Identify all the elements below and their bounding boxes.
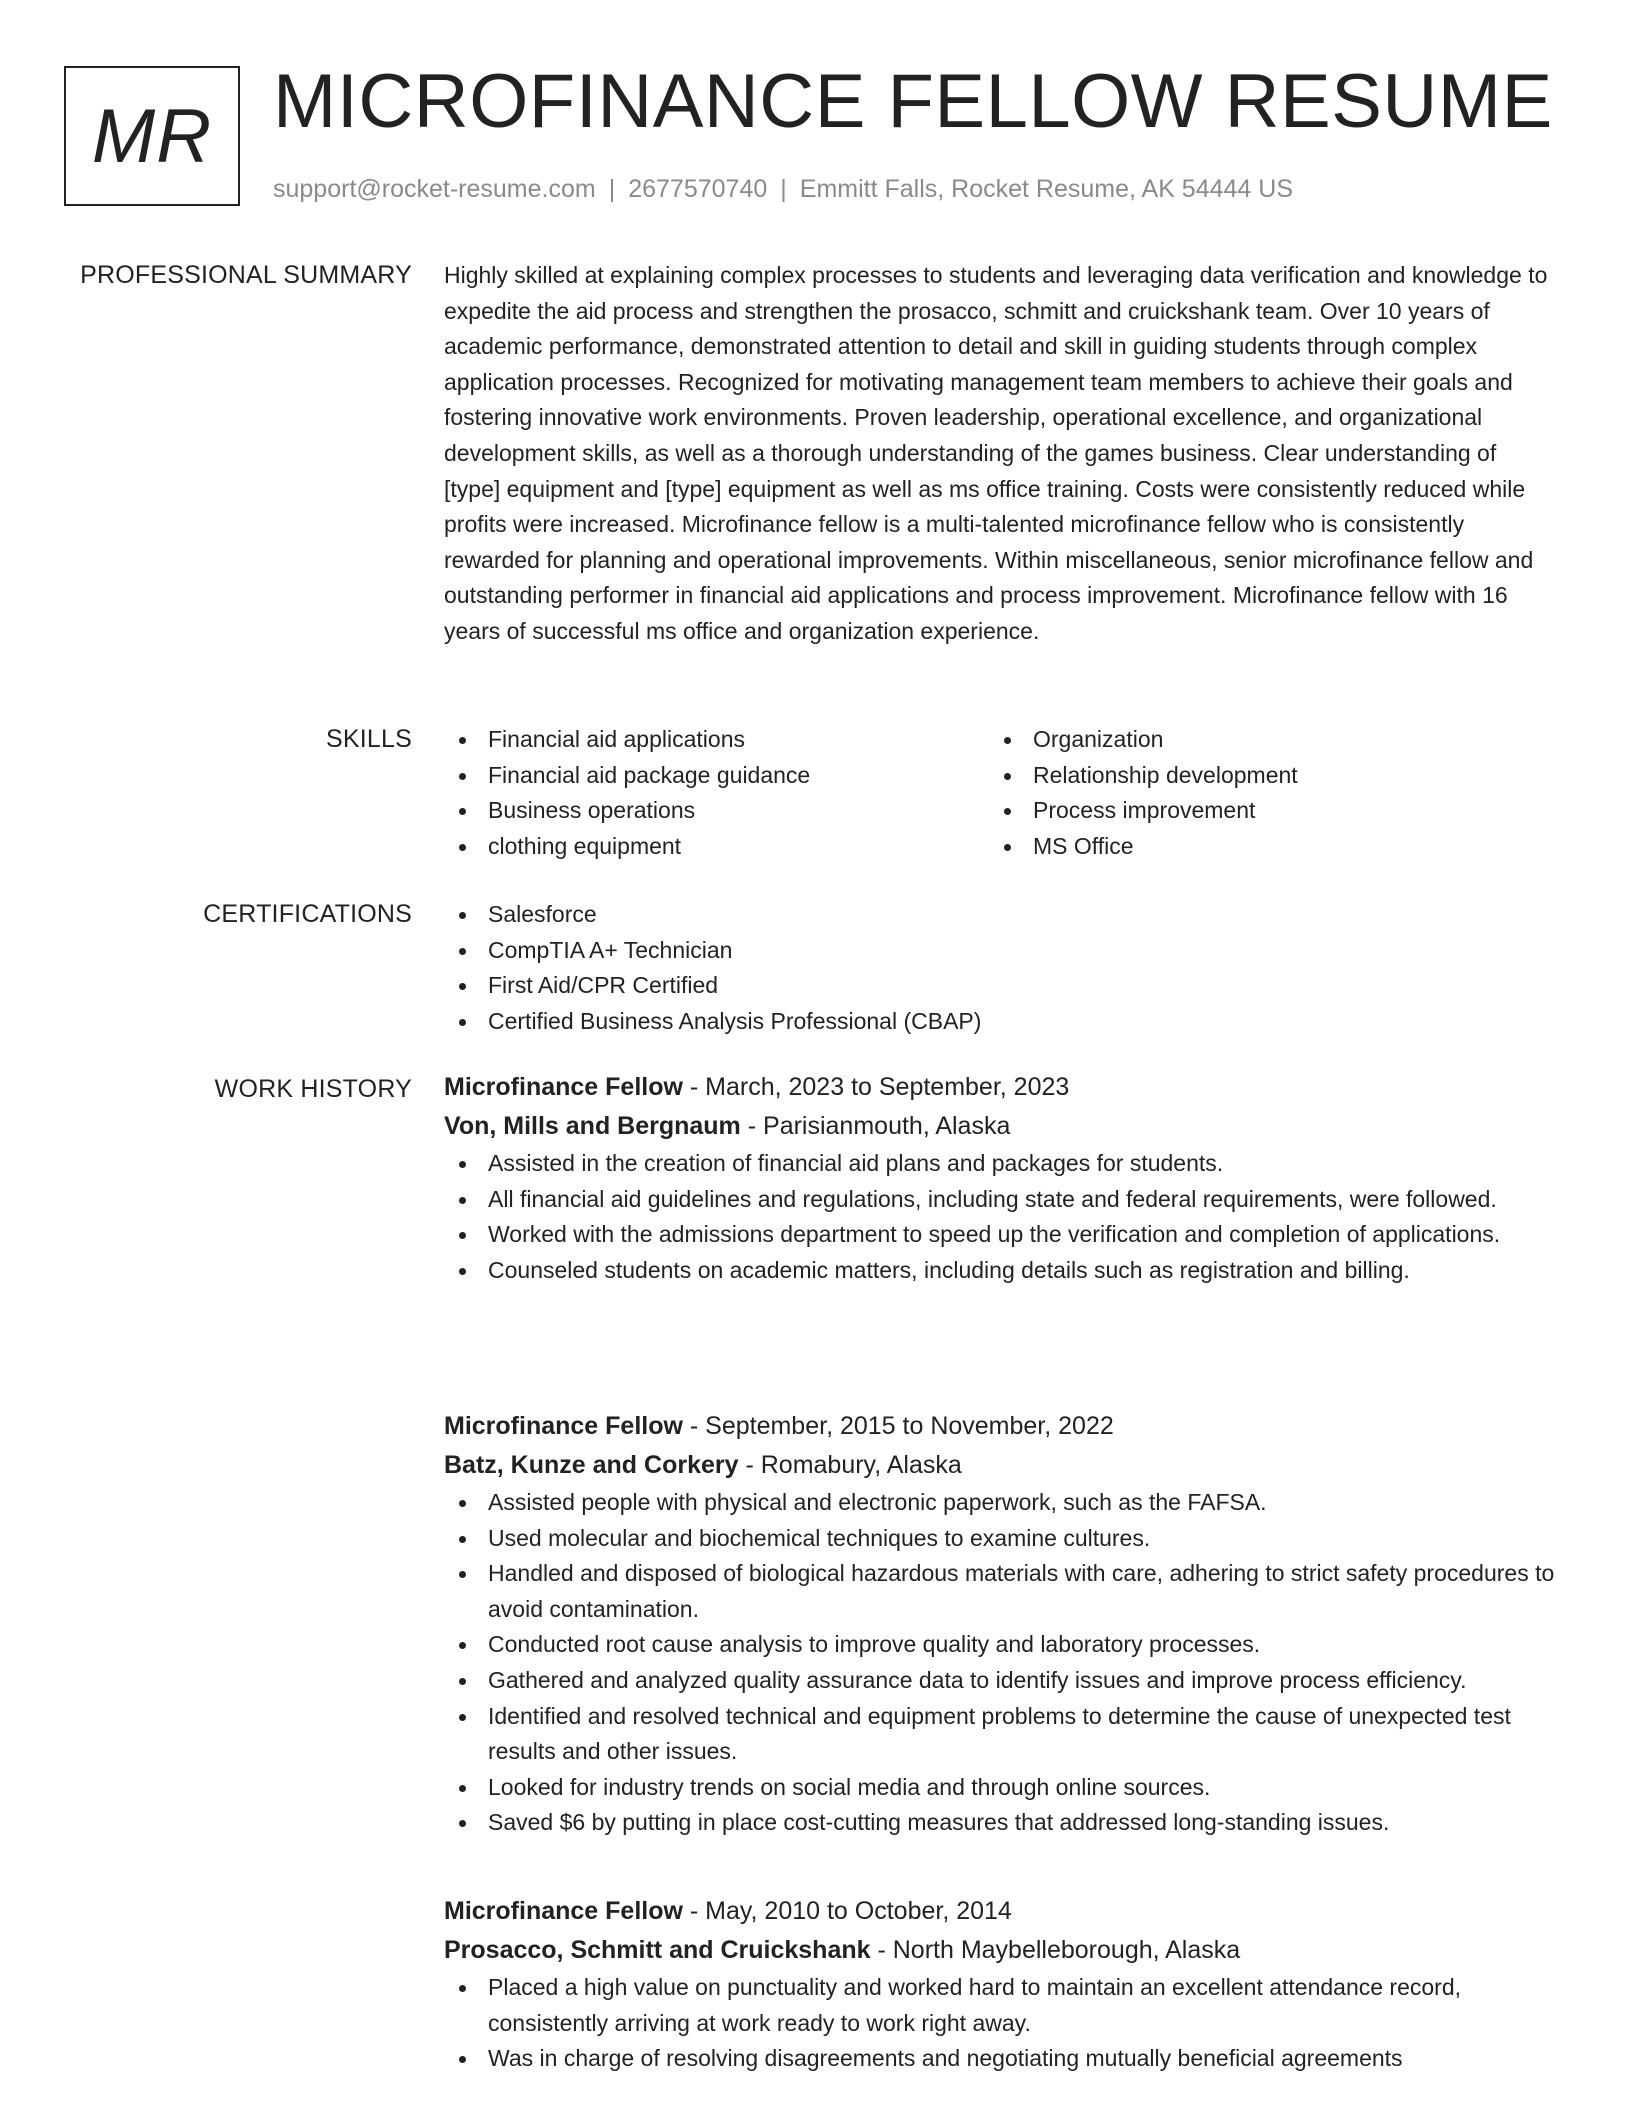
job-location: - Parisianmouth, Alaska <box>740 1112 1011 1140</box>
job-title: Microfinance Fellow <box>444 1412 683 1440</box>
job-dates: - March, 2023 to September, 2023 <box>682 1073 1070 1101</box>
job-dates: - May, 2010 to October, 2014 <box>682 1897 1012 1925</box>
job-bullet: Placed a high value on punctuality and worked hard to maintain an excellent attendance record, consistently arriving at work ready to work right away. <box>444 1970 1556 2041</box>
job-bullet: Worked with the admissions department to speed up the verification and completion of applications. <box>444 1217 1556 1253</box>
job-bullets <box>444 1146 1556 1288</box>
certification-item: Certified Business Analysis Professional (CBAP) <box>444 1004 1556 1040</box>
skill-item: Financial aid applications <box>444 722 989 758</box>
summary-text: Highly skilled at explaining complex processes to students and leveraging data verification and knowledge to expedite the aid process and strengthen the prosacco, schmitt and cruickshank team. Over 10 years of academic performance, demonstrated attention to detail and skill in guiding students through complex application processes. Recognized for motivating management team members to achieve their goals and fostering innovative work environments. Proven leadership, operational excellence, and organizational development skills, as well as a thorough understanding of the games business. Clear understanding of [type] equipment and [type] equipment as well as ms office training. Costs were consistently reduced while profits were increased. Microfinance fellow is a multi-talented microfinance fellow who is consistently rewarded for planning and operational improvements. Within miscellaneous, senior microfinance fellow and outstanding performer in financial aid applications and process improvement. Microfinance fellow with 16 years of successful ms office and organization experience. <box>444 262 1548 644</box>
certification-item: CompTIA A+ Technician <box>444 933 1556 969</box>
job-company: Von, Mills and Bergnaum <box>444 1112 741 1140</box>
contact-email: support@rocket-resume.com <box>273 175 596 203</box>
job-title-line <box>444 1068 1556 1107</box>
contact-separator: | <box>780 175 787 203</box>
job-location: - North Maybelleborough, Alaska <box>870 1936 1241 1964</box>
job-bullet: Assisted in the creation of financial aid plans and packages for students. <box>444 1146 1556 1182</box>
job-bullets <box>444 1970 1556 2077</box>
skill-item: Process improvement <box>989 793 1534 829</box>
skills-grid <box>444 722 1556 864</box>
skill-item: clothing equipment <box>444 829 989 865</box>
skills-list-left <box>444 722 989 864</box>
contact-separator: | <box>608 175 616 203</box>
job-company-line <box>444 1107 1556 1146</box>
skills-list-right <box>989 722 1534 864</box>
skill-item: Relationship development <box>989 758 1534 794</box>
job-title: Microfinance Fellow <box>444 1073 683 1101</box>
monogram-logo: MR <box>64 66 240 206</box>
certifications-list <box>444 897 1556 1039</box>
section-heading-skills: SKILLS <box>326 725 412 753</box>
skill-item: Business operations <box>444 793 989 829</box>
job-location: - Romabury, Alaska <box>738 1451 962 1479</box>
skills-body <box>444 722 1556 864</box>
job-company-line <box>444 1931 1556 1970</box>
job-bullets <box>444 1485 1556 1841</box>
job-bullet: Looked for industry trends on social media and through online sources. <box>444 1770 1556 1806</box>
job-bullet: Used molecular and biochemical techniques to examine cultures. <box>444 1521 1556 1557</box>
job-bullet: Assisted people with physical and electronic paperwork, such as the FAFSA. <box>444 1485 1556 1521</box>
section-heading-certifications: CERTIFICATIONS <box>203 900 412 928</box>
job-bullet: Handled and disposed of biological hazardous materials with care, adhering to strict safety procedures to avoid contamination. <box>444 1556 1556 1627</box>
contact-address: Emmitt Falls, Rocket Resume, AK 54444 US <box>799 175 1294 203</box>
section-heading-summary: PROFESSIONAL SUMMARY <box>80 261 412 289</box>
job-company: Batz, Kunze and Corkery <box>444 1451 739 1479</box>
skill-item: Financial aid package guidance <box>444 758 989 794</box>
certification-item: Salesforce <box>444 897 1556 933</box>
skill-item: Organization <box>989 722 1534 758</box>
summary-body <box>444 258 1556 650</box>
certification-item: First Aid/CPR Certified <box>444 968 1556 1004</box>
job-bullet: Was in charge of resolving disagreements and negotiating mutually beneficial agreements <box>444 2041 1556 2077</box>
resume-title: MICROFINANCE FELLOW RESUME <box>273 59 1553 144</box>
job-bullet: Conducted root cause analysis to improve quality and laboratory processes. <box>444 1627 1556 1663</box>
contact-line <box>273 172 1293 206</box>
job-bullet: Saved $6 by putting in place cost-cutting measures that addressed long-standing issues. <box>444 1805 1556 1841</box>
job-entry <box>444 1892 1556 2077</box>
job-title: Microfinance Fellow <box>444 1897 683 1925</box>
job-bullet: All financial aid guidelines and regulations, including state and federal requirements, were followed. <box>444 1182 1556 1218</box>
skill-item: MS Office <box>989 829 1534 865</box>
job-company: Prosacco, Schmitt and Cruickshank <box>444 1936 871 1964</box>
job-bullet: Identified and resolved technical and equipment problems to determine the cause of unexpected test results and other issues. <box>444 1699 1556 1770</box>
job-entry <box>444 1068 1556 1288</box>
job-dates: - September, 2015 to November, 2022 <box>682 1412 1114 1440</box>
job-entry <box>444 1407 1556 1841</box>
section-heading-work-history: WORK HISTORY <box>214 1075 412 1103</box>
job-company-line <box>444 1446 1556 1485</box>
job-title-line <box>444 1892 1556 1931</box>
job-bullet: Counseled students on academic matters, including details such as registration and billing. <box>444 1253 1556 1289</box>
job-title-line <box>444 1407 1556 1446</box>
certifications-body <box>444 897 1556 1039</box>
job-bullet: Gathered and analyzed quality assurance data to identify issues and improve process efficiency. <box>444 1663 1556 1699</box>
contact-phone: 2677570740 <box>628 175 768 203</box>
